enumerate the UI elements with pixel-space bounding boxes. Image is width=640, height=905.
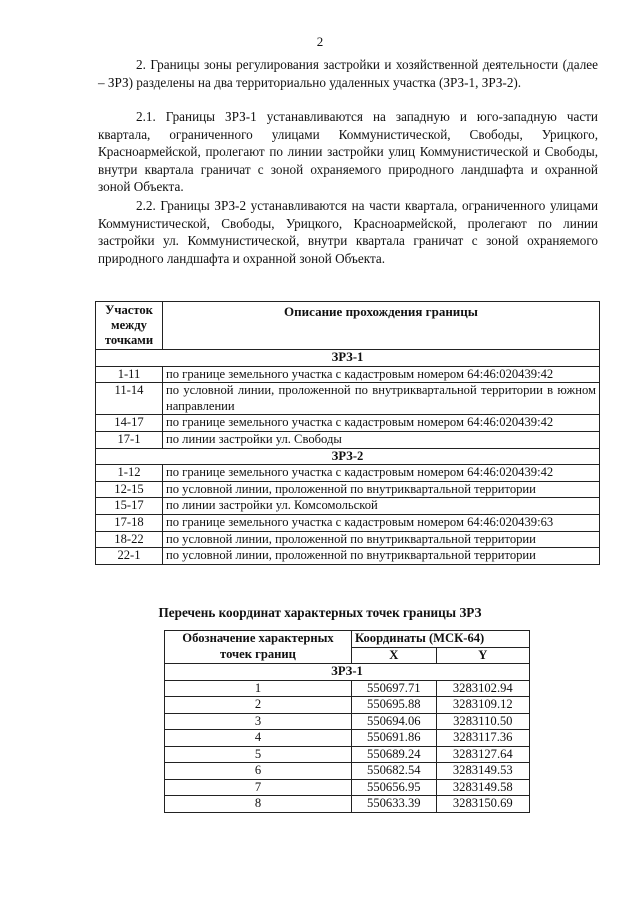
x-cell: 550689.24 <box>352 746 437 763</box>
point-cell: 6 <box>165 763 352 780</box>
header-description: Описание прохождения границы <box>163 302 600 350</box>
description-cell: по границе земельного участка с кадастровым номером 64:46:020439:42 <box>163 366 600 383</box>
description-cell: по условной линии, проложенной по внутриквартальной территории <box>163 531 600 548</box>
boundary-table <box>95 301 600 565</box>
segment-cell: 11-14 <box>96 383 163 415</box>
segment-cell: 22-1 <box>96 548 163 565</box>
table-row <box>96 514 600 531</box>
point-cell: 2 <box>165 697 352 714</box>
description-cell: по линии застройки ул. Комсомольской <box>163 498 600 515</box>
header-coordinates: Координаты (МСК-64) <box>352 631 530 648</box>
table-row <box>96 431 600 448</box>
point-cell: 5 <box>165 746 352 763</box>
segment-cell: 1-12 <box>96 465 163 482</box>
header-segment: Участок между точками <box>96 302 163 350</box>
table-row <box>165 763 530 780</box>
table-row <box>165 730 530 747</box>
table-row <box>96 531 600 548</box>
point-cell: 1 <box>165 680 352 697</box>
description-cell: по условной линии, проложенной по внутриквартальной территории в южном направлении <box>163 383 600 415</box>
header-y: Y <box>436 647 529 664</box>
segment-cell: 15-17 <box>96 498 163 515</box>
segment-cell: 14-17 <box>96 415 163 432</box>
table-row <box>96 465 600 482</box>
table-row <box>96 498 600 515</box>
table-row <box>96 415 600 432</box>
segment-cell: 18-22 <box>96 531 163 548</box>
y-cell: 3283109.12 <box>436 697 529 714</box>
x-cell: 550694.06 <box>352 713 437 730</box>
description-cell: по границе земельного участка с кадастровым номером 64:46:020439:42 <box>163 465 600 482</box>
table-row <box>96 481 600 498</box>
point-cell: 4 <box>165 730 352 747</box>
table-row <box>165 680 530 697</box>
x-cell: 550697.71 <box>352 680 437 697</box>
table-row <box>165 796 530 813</box>
description-cell: по линии застройки ул. Свободы <box>163 431 600 448</box>
section-label: ЗРЗ-1 <box>96 350 600 367</box>
header-points: Обозначение характерных точек границ <box>165 631 352 664</box>
x-cell: 550695.88 <box>352 697 437 714</box>
segment-cell: 17-1 <box>96 431 163 448</box>
header-x: X <box>352 647 437 664</box>
segment-cell: 17-18 <box>96 514 163 531</box>
paragraph-2: 2. Границы зоны регулирования застройки и хозяйственной деятельности (далее – ЗРЗ) разделены на два территориально удаленных участка (ЗРЗ-1, ЗРЗ-2). <box>98 57 598 90</box>
coordinates-header <box>165 631 530 648</box>
coordinates-table <box>164 630 530 813</box>
section-label: ЗРЗ-1 <box>165 664 530 681</box>
x-cell: 550691.86 <box>352 730 437 747</box>
paragraph-2-1: 2.1. Границы ЗРЗ-1 устанавливаются на западную и юго-западную части квартала, ограниченного улицами Коммунистической, Свободы, Урицкого, Красноармейской, пролегают по линии застройки улиц Коммунистической и Свободы, внутри квартала граничат с зоной охраняемого природного ландшафта и охранной зоной Объекта. <box>98 109 598 195</box>
point-cell: 8 <box>165 796 352 813</box>
point-cell: 3 <box>165 713 352 730</box>
table-row <box>165 779 530 796</box>
section-label: ЗРЗ-2 <box>96 448 600 465</box>
y-cell: 3283149.58 <box>436 779 529 796</box>
x-cell: 550682.54 <box>352 763 437 780</box>
table-row <box>96 548 600 565</box>
table-row <box>96 366 600 383</box>
table-row <box>165 697 530 714</box>
segment-cell: 1-11 <box>96 366 163 383</box>
description-cell: по границе земельного участка с кадастровым номером 64:46:020439:42 <box>163 415 600 432</box>
description-cell: по условной линии, проложенной по внутриквартальной территории <box>163 481 600 498</box>
table-row <box>165 713 530 730</box>
point-cell: 7 <box>165 779 352 796</box>
y-cell: 3283150.69 <box>436 796 529 813</box>
table-row <box>165 746 530 763</box>
coordinates-title: Перечень координат характерных точек границы ЗРЗ <box>158 605 482 620</box>
description-cell: по условной линии, проложенной по внутриквартальной территории <box>163 548 600 565</box>
description-cell: по границе земельного участка с кадастровым номером 64:46:020439:63 <box>163 514 600 531</box>
section-row-zrz1 <box>165 664 530 681</box>
boundary-table-header <box>96 302 600 350</box>
y-cell: 3283110.50 <box>436 713 529 730</box>
page-number: 2 <box>316 34 324 49</box>
table-row <box>96 383 600 415</box>
paragraph-2-2: 2.2. Границы ЗРЗ-2 устанавливаются на части квартала, ограниченного улицами Коммунистической, Свободы, Урицкого, Красноармейской, пролегают по линии застройки ул. Коммунистической, внутри квартала граничат с зоной охраняемого природного ландшафта и охранной зоной Объекта. <box>98 198 598 266</box>
y-cell: 3283117.36 <box>436 730 529 747</box>
y-cell: 3283102.94 <box>436 680 529 697</box>
segment-cell: 12-15 <box>96 481 163 498</box>
x-cell: 550633.39 <box>352 796 437 813</box>
x-cell: 550656.95 <box>352 779 437 796</box>
y-cell: 3283127.64 <box>436 746 529 763</box>
section-row-zrz1 <box>96 350 600 367</box>
y-cell: 3283149.53 <box>436 763 529 780</box>
section-row-zrz2 <box>96 448 600 465</box>
